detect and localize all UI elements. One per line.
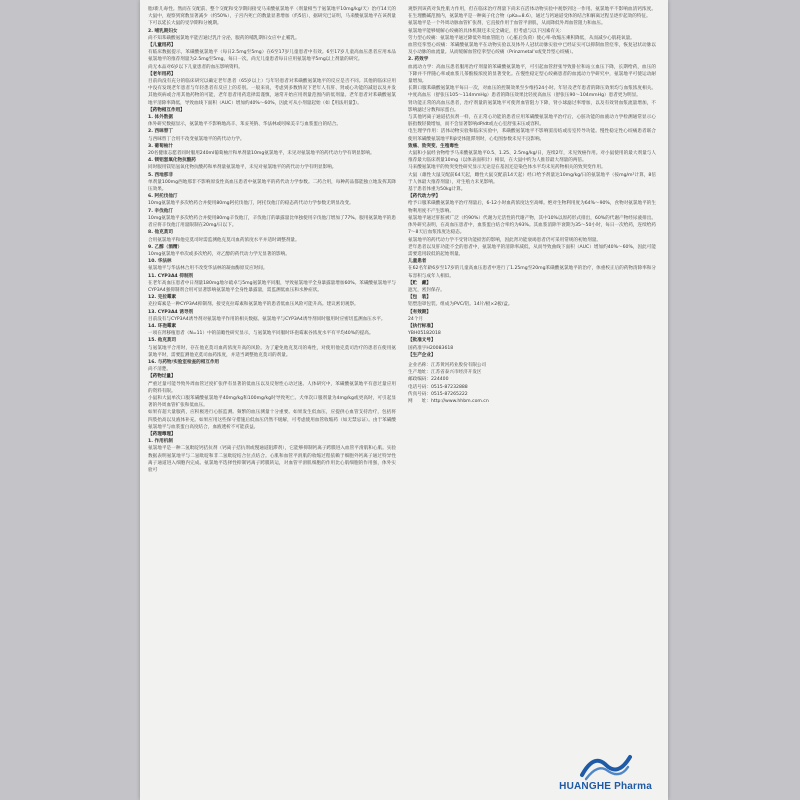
body-paragraph: 给予口服苯磺酸氨氯地平治疗剂量后，6-12小时血药浓度达至高峰。绝对生物利用度为64%～90%，食物对氨氯地平的生物利用度不产生影响。 xyxy=(408,201,656,214)
body-paragraph: 单剂量100mg西地那非不影响原发性高血压患者中氨氯地平的药代动力学参数。二药合用，每种药品都能独立地发挥其降压效果。 xyxy=(148,179,396,193)
subsection-heading: 1. 体外数据 xyxy=(148,115,173,121)
section-heading: 【药物过量】 xyxy=(148,374,176,380)
subsection-heading: 9. 乙醇（酒精） xyxy=(148,244,183,250)
subsection-heading: 16. 与药物/实验室检查的相互作用 xyxy=(148,359,220,365)
subsection-heading: 8. 他克莫司 xyxy=(148,230,173,236)
company-info-value: http://www.hhbm.com.cn xyxy=(430,398,489,404)
section-heading: 【药物相互作用】 xyxy=(148,107,185,113)
body-paragraph: 铝塑泡罩包装。组成为PVC/铝。14片/板×2板/盒。 xyxy=(408,302,513,308)
company-logo xyxy=(559,751,652,792)
subsection-heading: 6. 阿托伐他汀 xyxy=(148,194,178,200)
company-info-value: 224400 xyxy=(430,377,449,383)
body-paragraph: 国药准字H20083618 xyxy=(408,345,454,351)
body-paragraph: 与其他钙离子通道拮抗剂一样，在正常心功能的患者应用苯磺酸氨氯地平治疗后，心脏功能的血液动力学检测通常显示心脏指数轻微增加，而不会显著影响dP/dt或左心室舒张末压或容积。 xyxy=(408,115,656,128)
subsection-heading: 1. 作用机制 xyxy=(148,439,173,445)
subsection-heading: 11. CYP3A4 抑制剂 xyxy=(148,273,194,279)
body-paragraph: 氨氯地平能够缓解心绞痛的具体机制还未完全确定，但考虑与以下因素有关： xyxy=(408,28,565,34)
subsection-heading: 14. 环孢霉素 xyxy=(148,323,177,329)
right-text-column xyxy=(408,6,656,790)
body-paragraph: 氨氯地平通过肝脏被广泛（约90%）代谢为无活性的代谢产物，其中10%以原药形式排出，60%的代谢产物经尿液排出。体外研究表明，在高血压患者中，血浆蛋白结合率约为93%。其血浆消除半衰期为35～50小时，每日一次给药，连续给药7～8天后血浆浓度达稳态。 xyxy=(408,215,656,236)
body-paragraph: 基于患者体重为50kg计算。 xyxy=(408,187,466,193)
section-heading: 【批准文号】 xyxy=(408,338,436,344)
body-paragraph: 氨氯地平与华法林合用不改变华法林的凝血酶原反应时间。 xyxy=(148,266,268,272)
huanghe-logo-icon xyxy=(578,751,634,781)
body-paragraph: 血流动力学：高血压患者服用治疗剂量的苯磺酸氨氯地平，可引起血管舒张导致卧位和站立血压下降，长期给药，血压的下降并不伴随心率或血浆儿茶酚胺浓度的显著变化。在慢性稳定型心绞痛患者的血流动力学研究中，氨氯地平可使运动耐量增加。 xyxy=(408,64,656,85)
body-paragraph: 小鼠和大鼠单次口服苯磺酸氨氯地平40mg/kg和100mg/kg时导致死亡。犬单次口服剂量为4mg/kg或更高时，可引起显著的外周血管扩张和低血压。 xyxy=(148,395,396,409)
subsection-heading: 2. 西咪替丁 xyxy=(148,129,173,135)
body-paragraph: 克拉霉素是一种CYP3A4抑制剂。接受克拉霉素和氨氯地平的患者低血压风险可能升高。建议密切观察。 xyxy=(148,302,359,308)
right-column-body xyxy=(408,6,656,359)
section-heading: 【生产企业】 xyxy=(408,352,436,358)
body-paragraph: 24个月 xyxy=(408,316,424,322)
section-heading: 【贮 藏】 xyxy=(408,280,431,286)
body-paragraph: 与西咪替丁合用不改变氨氯地平的药代动力学。 xyxy=(148,136,245,142)
subsection-heading: 12. 克拉霉素 xyxy=(148,295,177,301)
subsection-heading: 致癌、致突变、生殖毒性 xyxy=(408,143,459,149)
subsection-heading: 2. 药效学 xyxy=(408,57,429,63)
body-paragraph: 尚无本品对6岁以下儿童患者的血压影响资料。 xyxy=(148,64,243,70)
section-heading: 【有效期】 xyxy=(408,309,431,315)
company-info-label: 企业名称： xyxy=(408,362,431,368)
subsection-heading: 3. 葡萄柚汁 xyxy=(148,143,173,149)
body-paragraph: 合用氨氯地平和他克莫司时需监测他克莫司血药浓度水平并适时调整剂量。 xyxy=(148,237,300,243)
company-info-row xyxy=(408,384,656,391)
body-paragraph: 尚不知苯磺酸氨氯地平能否通过乳汁分泌，服药的哺乳期妇女应中止哺乳。 xyxy=(148,35,300,41)
body-paragraph: 20名健康志愿者同时服用240ml葡萄柚汁和单剂量10mg氨氯地平，未见对氨氯地平的药代动力学有明显影响。 xyxy=(148,151,375,157)
section-heading: 【儿童用药】 xyxy=(148,43,176,49)
section-heading: 【执行标准】 xyxy=(408,323,436,329)
body-paragraph: 氨氯地平的药代动力学不受肾功能损害的影响，因此肾功能衰竭患者仍可采用常规的初始剂量。 xyxy=(408,237,601,243)
body-paragraph: 氨氯地平是一种二氢吡啶钙拮抗剂（钙离子拮抗剂或慢通道阻滞剂），它能够抑制钙离子跨膜进入血管平滑肌和心肌。实验数据表明氨氯地平与二氢吡啶和非二氢吡啶结合位点结合。心肌和血管平滑肌的收缩过程依赖于细胞外钙离子通过特异性离子通道进入细胞内完成。氨氯地平选择性抑制钙离子跨膜转运，对血管平滑肌细胞的作用比心肌细胞的作用强，体外实验可 xyxy=(148,446,396,473)
company-info-label: 网 址： xyxy=(408,398,431,404)
section-heading: 【包 装】 xyxy=(408,295,431,301)
company-info-value: 0515-87232888 xyxy=(430,384,468,390)
company-info-row xyxy=(408,398,656,405)
section-heading: 【药代动力学】 xyxy=(408,194,441,200)
subsection-heading: 10. 华法林 xyxy=(148,259,172,265)
subsection-heading: 儿童患者 xyxy=(408,259,427,265)
body-paragraph: 在老年高血压患者中日剂量180mg地尔硫卓与5mg氨氯地平同服，导致氨氯地平全身暴露量增加60%。苯磺酸氨氯地平与CYP3A4强抑制剂合用可显著影响氨氯地平全身性暴露量，需监测低血压和水肿症状。 xyxy=(148,280,396,293)
body-paragraph: 大鼠（雄性大鼠交配前64天起，雌性大鼠交配前14天起）经口给予剂量达10mg/kg/日的氨氯地平（按mg/m²计算，8倍于人体最大推荐剂量），对生殖力未见影响。 xyxy=(408,172,656,185)
package-insert-sheet xyxy=(140,0,668,800)
body-paragraph: 电生理学作用：活体动物实验和临床实验中，苯磺酸氨氯地平不影响窦房结或房室传导功能。慢性稳定性心绞痛患者联合使用苯磺酸氨氯地平和β受体阻滞剂时，心电图参数未见不良影响。 xyxy=(408,129,656,142)
manufacturer-info xyxy=(408,362,656,405)
body-paragraph: 马来酸氨氯地平的致突变性研究显示无论是在基因还是染色体水平均未见药物相关的致突变作用。 xyxy=(408,165,606,171)
body-paragraph: 氨氯地平是一个外周动脉血管扩张剂，它直接作用于血管平滑肌，从而降低外周血管阻力和血压。 xyxy=(408,21,606,27)
subsection-heading: 15. 他克莫司 xyxy=(148,338,177,344)
company-info-label: 生产地址： xyxy=(408,370,431,376)
body-paragraph: 大鼠和小鼠经食物给予马来酸氨氯地平0.5、1.25、2.5mg/kg/日，连续2年，未见致癌作用。对小鼠使用的最大剂量与人推荐最大临床剂量10mg（以体表面积计）相似，在大鼠中约为人推荐最大剂量的两倍。 xyxy=(408,151,656,164)
body-paragraph: 目前尚没有充分的临床研究以确定老年患者（65岁以上）与年轻患者对苯磺酸氨氯地平的反应是否不同。其他的临床应用中没有发现老年患者与年轻患者有反应上的差别。一般来说，考虑到多数情况下老年人有肝、肾或心功能的减退以及并发其他疾病或合用其他药物的可能，老年患者用药选择需谨慎，通常开始应用剂量范围内的低剂量。老年患者对苯磺酸氨氯地平清除率降低，导致血线下面积（AUC）增加约40%～60%，因此可从小剂量起始（如【用法用量】）。 xyxy=(148,79,396,106)
section-heading: 【老年用药】 xyxy=(148,71,176,77)
body-paragraph: 10mg氨氯地平多次给药合并使用80mg辛伐他汀，辛伐他汀的暴露量比单独使用辛伐他汀增加了77%。服用氨氯地平的患者应将辛伐他汀用量限制在20mg/日以下。 xyxy=(148,215,396,229)
body-paragraph: 与氨氯地平合用时，存在他克莫司血药浓度升高的风险。为了避免他克莫司的毒性，对使用他克莫司治疗的患者在使用氨氯地平时，需要监测他克莫司血药浓度，并适当调整他克莫司的剂量。 xyxy=(148,345,396,358)
body-paragraph: 劳力型心绞痛：氨氯地平通过降低外周血管阻力（心脏后负荷）使心率-收缩压乘积降低，从而减少心肌耗氧量。 xyxy=(408,35,635,41)
subsection-heading: 2. 哺乳期妇女 xyxy=(148,28,178,34)
company-info-value: 0515-87265222 xyxy=(430,391,468,397)
logo-wordmark: HUANGHE Pharma xyxy=(559,781,652,792)
body-paragraph: 观察到该药对负性肌力作用，但在临床治疗剂量下尚未在活体动物实验中观察到这一作用。氨氯地平不影响血清钙浓度。在生理酸碱范围内，氨氯地平是一种离子化合物（pKa=8.6），通过与钙通道受体的结合和解离过程呈逐步起效的特征。 xyxy=(408,7,656,20)
body-paragraph: 目前没有与CYP3A4诱导剂对氨氯地平作用的相关数据。氨氯地平与CYP3A4诱导剂同时服用时应密切监测血压水平。 xyxy=(148,316,386,322)
body-paragraph: 10mg氨氯地平单次或多次给药，对乙醇的药代动力学无显著的影响。 xyxy=(148,251,290,257)
subsection-heading: 5. 西地那非 xyxy=(148,172,173,178)
company-info-label: 传真号码： xyxy=(408,391,431,397)
body-paragraph: 在62名年龄6岁至17岁的儿童高血压患者中进行了1.25mg至20mg苯磺酸氨氯地平的治疗，体重校正后的药物清除率和分布容积与成年人相似。 xyxy=(408,266,656,279)
section-heading: 【药理毒理】 xyxy=(148,431,176,437)
body-paragraph: 老年患者以及肝功能不全的患者中，氨氯地平的清除率减低，从而导致曲线下面积（AUC）增加约40%～60%，因此可能需要选用较低的起始剂量。 xyxy=(408,244,656,257)
company-info-row xyxy=(408,362,656,369)
company-info-value: 江苏黄河药业股份有限公司 xyxy=(430,362,487,368)
body-paragraph: 肾功能正常的高血压患者，治疗剂量的氨氯地平可使肾血管阻力下降，肾小球滤过率增加，以及有效肾血浆流量增加，不影响滤过分数和尿蛋白。 xyxy=(408,100,656,113)
left-text-column xyxy=(148,6,396,790)
subsection-heading: 7. 辛伐他汀 xyxy=(148,208,173,214)
body-paragraph: 胎/新儿毒性。然而在交配前、整个交配和受孕期间接受马来酸氨氯地平（剂量相当于氨氯地平10mg/kg/天）治疗14天的大鼠中，观察到窝数显著减少（约50%），子宫内死亡的数量显著增加（约5倍），据研究已证明，马来酸氨氯地平在该剂量下可以延长大鼠的受孕期和分娩期。 xyxy=(148,7,396,27)
subsection-heading: 4. 镁铝氢氧化物抗酸药 xyxy=(148,158,196,164)
body-paragraph: 遮光，密封保存。 xyxy=(408,287,445,293)
body-paragraph: 一项在肾移植患者（N=11）中的前瞻性研究显示，与氨氯地平同服时环孢霉素谷浓度水平有平均40%的提高。 xyxy=(148,331,374,337)
body-paragraph: 严重过量可能导致外周血管过度扩张伴有显著的低血压以及反射性心动过速。人体研究中，苯磺酸氨氯地平有意过量应用的资料有限。 xyxy=(148,381,396,394)
company-info-label: 电话号码： xyxy=(408,384,431,390)
body-paragraph: 血管痉挛型心绞痛：苯磺酸氨氯地平在动物实验以及体外人冠状动脉实验中已经证实可以抑制血管痉挛，恢复冠状动脉以及小动脉的血流量。从而缓解血管痉挛型心绞痛（Prinzmetal's或变异型心绞痛）。 xyxy=(408,43,656,56)
company-info-row xyxy=(408,391,656,398)
company-info-label: 邮政编码： xyxy=(408,377,431,383)
body-paragraph: 10mg氨氯地平多次给药合并使用80mg阿托伐他汀，阿托伐他汀的稳态药代动力学参数无明显改变。 xyxy=(148,201,354,207)
company-info-value: 江苏省泰兴市经济开发区 xyxy=(430,370,482,376)
body-paragraph: 尚不清楚。 xyxy=(148,367,171,373)
body-paragraph: 长期口服苯磺酸氨氯地平每日一次，对血压的控制效果至少维持24小时。年轻及老年患者的降压效果均与血浆浓度相关。中度高血压（舒张压105～114mmHg）患者的降压效果比轻度高血压（舒张压90～104mmHg）患者更为明显。 xyxy=(408,86,656,99)
body-paragraph: 有临床数据提示，苯磺酸氨氯地平（每日2.5mg至5mg）在6至17岁儿童患者中有效。6至17岁儿童高血压患者应用本品氨氯地平的推荐剂量为2.5mg至5mg，每日一次。尚无儿童患者每日应用氨氯地平5mg以上剂量的研究。 xyxy=(148,50,396,63)
company-info-row xyxy=(408,376,656,383)
company-info-row xyxy=(408,369,656,376)
body-paragraph: 体外研究数据显示，氨氯地平不影响地高辛、苯妥英钠、华法林或吲哚美辛与血浆蛋白的结合。 xyxy=(148,122,341,128)
subsection-heading: 13. CYP3A4 诱导剂 xyxy=(148,309,194,315)
body-paragraph: 如果有超大量服药，应积极进行心脏监测。频繁的血压测量十分重要。如果发生低血压，应提供心血管支持治疗，包括将四肢抬高以及液体补充。如果应用这些保守措施后低血压仍然不缓解，可考虑使用血管收缩药（如无禁忌证）。由于苯磺酸氨氯地平与血浆蛋白高度结合，血液透析不可能获益。 xyxy=(148,410,396,430)
body-paragraph: 同时服用镁铝氢氧化物抗酸药和单剂量氨氯地平，未见对氨氯地平的药代动力学有明显影响。 xyxy=(148,165,337,171)
body-paragraph: YBH05182018 xyxy=(408,331,441,337)
